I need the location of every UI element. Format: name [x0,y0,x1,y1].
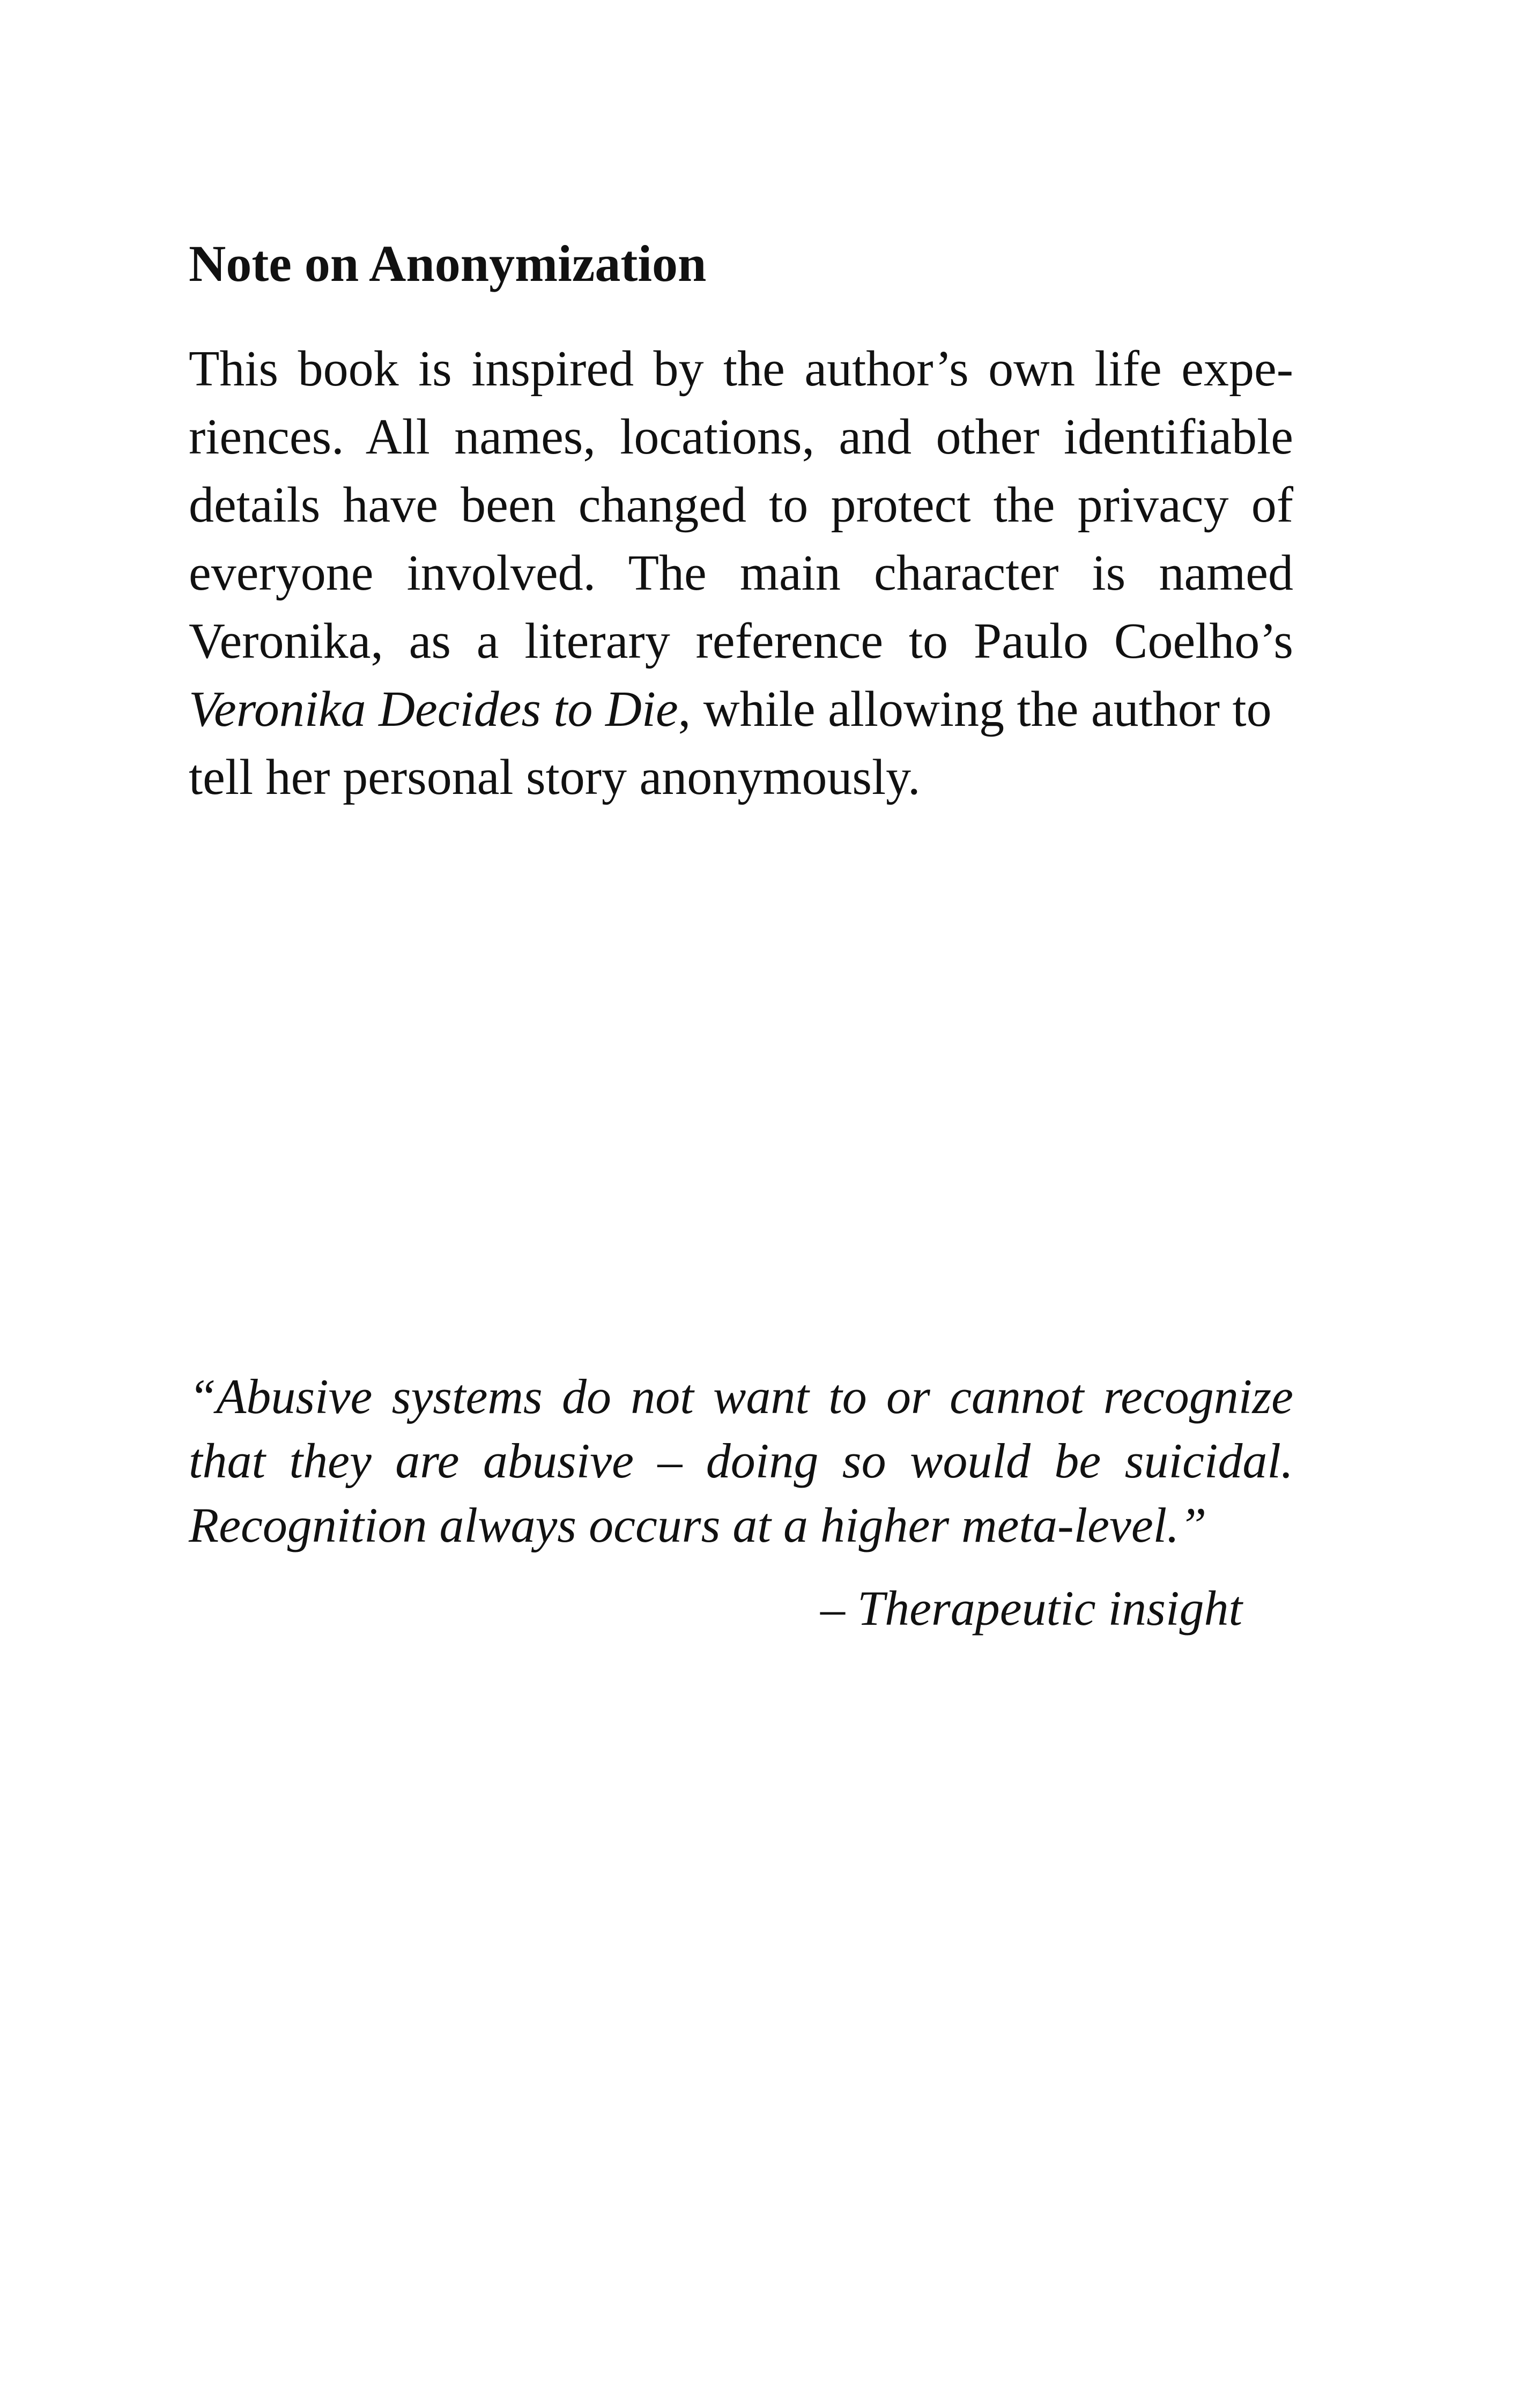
epigraph-quote [189,1364,1293,1557]
quote-attribution: – Therapeutic insight [820,1581,1243,1636]
quote-line: that they are abusive – doing so would be suicidal. [189,1433,1293,1488]
paragraph-line-continuation: , while allowing the author to [678,681,1272,737]
page-title: Note on Anonymization [189,235,707,292]
paragraph-line: Veronika, as a literary reference to Paulo Coelho’s [189,613,1293,669]
book-title-reference: Veronika Decides to Die [189,681,678,737]
paragraph-line: tell her personal story anonymously. [189,749,921,805]
quote-line: Recognition always occurs at a higher meta-level.” [189,1498,1207,1552]
paragraph-line: details have been changed to protect the privacy of [189,477,1293,533]
paragraph-line: This book is inspired by the author’s own life expe- [189,341,1293,397]
paragraph-line-with-title [189,675,1293,744]
quote-line: “Abusive systems do not want to or cannot recognize [189,1369,1293,1424]
paragraph-line: everyone involved. The main character is named [189,545,1293,601]
paragraph-line: riences. All names, locations, and other identifiable [189,409,1293,465]
anonymization-note-paragraph [189,335,1293,812]
